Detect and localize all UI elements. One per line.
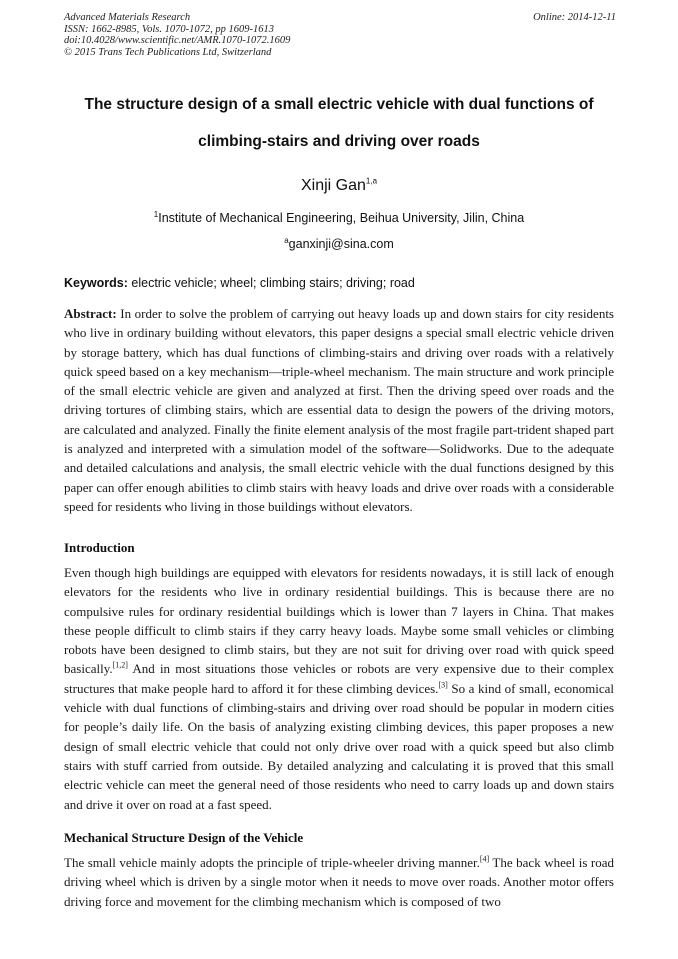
doi-line: doi:10.4028/www.scientific.net/AMR.1070-1072.1609 xyxy=(64,35,291,46)
keywords-label: Keywords: xyxy=(64,276,128,290)
intro-text-2: And in most situations those vehicles or robots are very expensive due to their complex structures that make people hard to afford it for these climbing devices. xyxy=(64,661,614,696)
citation-4[interactable]: [4] xyxy=(479,854,490,864)
author-name: Xinji Gan xyxy=(300,177,366,194)
keywords-text: electric vehicle; wheel; climbing stairs; driving; road xyxy=(131,276,415,290)
intro-text-1: Even though high buildings are equipped with elevators for residents nowadays, it is still lack of enough elevators for the residents who live in ordinary residential buildings. This is because there are no compulsive rules for ordinary residential buildings which is lower than 7 layers in China. That makes these people difficult to climb stairs if they carry heavy loads. Maybe some small vehicles or climbing robots have been designed to climb stairs, but they are not suit for driving over road with quick speed basically. xyxy=(64,565,614,677)
issn-line: ISSN: 1662-8985, Vols. 1070-1072, pp 1609-1613 xyxy=(64,23,274,35)
affiliation-text: Institute of Mechanical Engineering, Beihua University, Jilin, China xyxy=(158,211,525,225)
affiliation-line xyxy=(40,211,638,225)
citation-1-2[interactable]: [1,2] xyxy=(112,661,128,671)
author-superscript: 1,a xyxy=(365,176,378,186)
abstract-text: In order to solve the problem of carrying out heavy loads up and down stairs for city residents who live in ordinary building without elevators, this paper designs a special small electric vehicle driven by storage battery, which has dual functions of climbing-stairs and driving over roads with a relatively quick speed based on a key mechanism—triple-wheel mechanism. The main structure and work principle of the small electric vehicle are given and analyzed at first. Then the driving speed over roads and the driving tortures of climbing stairs, which are essential data to design the powers of the driving motors, are calculated and analyzed. Finally the finite element analysis of the most fragile part-trident shaped part is analyzed and interpreted with a simulation model of the software—Solidworks. Due to the adequate and detailed calculations and analysis, the small electric vehicle with the dual functions designed by this paper can offer enough abilities to climb stairs with heavy loads and drive over roads with a considerable speed for residents who living in those buildings without elevators. xyxy=(64,306,614,514)
email-line xyxy=(40,237,638,251)
abstract-paragraph xyxy=(64,304,614,516)
journal-name: Advanced Materials Research xyxy=(64,12,191,23)
paper-title-line-2: climbing-stairs and driving over roads xyxy=(198,133,480,150)
affiliation-superscript: 1 xyxy=(153,209,159,219)
copyright-line: © 2015 Trans Tech Publications Ltd, Switzerland xyxy=(64,46,272,58)
abstract-label: Abstract: xyxy=(64,306,117,321)
intro-text-3: So a kind of small, economical vehicle with dual functions of climbing-stairs and driving over road should be popular in modern cities for people’s daily life. On the basis of analyzing existing climbing devices, this paper proposes a new design of small electric vehicle that could not only drive over road with a quick speed but also climb stairs with stuff carried from outside. By detailed analyzing and calculating it is proved that this small electric vehicle can meet the general need of those residents who need to carry loads up and down stairs and drive it over on road at a fast speed. xyxy=(64,680,614,812)
introduction-heading: Introduction xyxy=(64,540,135,555)
journal-header xyxy=(64,12,616,58)
introduction-paragraph xyxy=(64,563,614,814)
mech-text-2: The back wheel is road driving wheel which is driven by a single motor when it needs to move over roads. Another motor offers driving force and movement for the climbing mechanism which is composed of two xyxy=(64,855,614,909)
mech-text-1: The small vehicle mainly adopts the principle of triple-wheeler driving manner. xyxy=(64,855,480,870)
author-line xyxy=(40,177,638,195)
mechanical-structure-heading: Mechanical Structure Design of the Vehicle xyxy=(64,830,304,845)
online-date: Online: 2014-12-11 xyxy=(533,12,616,23)
email-address[interactable]: ganxinji@sina.com xyxy=(288,237,394,251)
mechanical-paragraph xyxy=(64,853,614,911)
paper-title-line-1: The structure design of a small electric vehicle with dual functions of xyxy=(84,96,594,113)
citation-3[interactable]: [3] xyxy=(438,680,448,690)
keywords-line xyxy=(64,276,614,290)
email-superscript: a xyxy=(284,235,289,245)
